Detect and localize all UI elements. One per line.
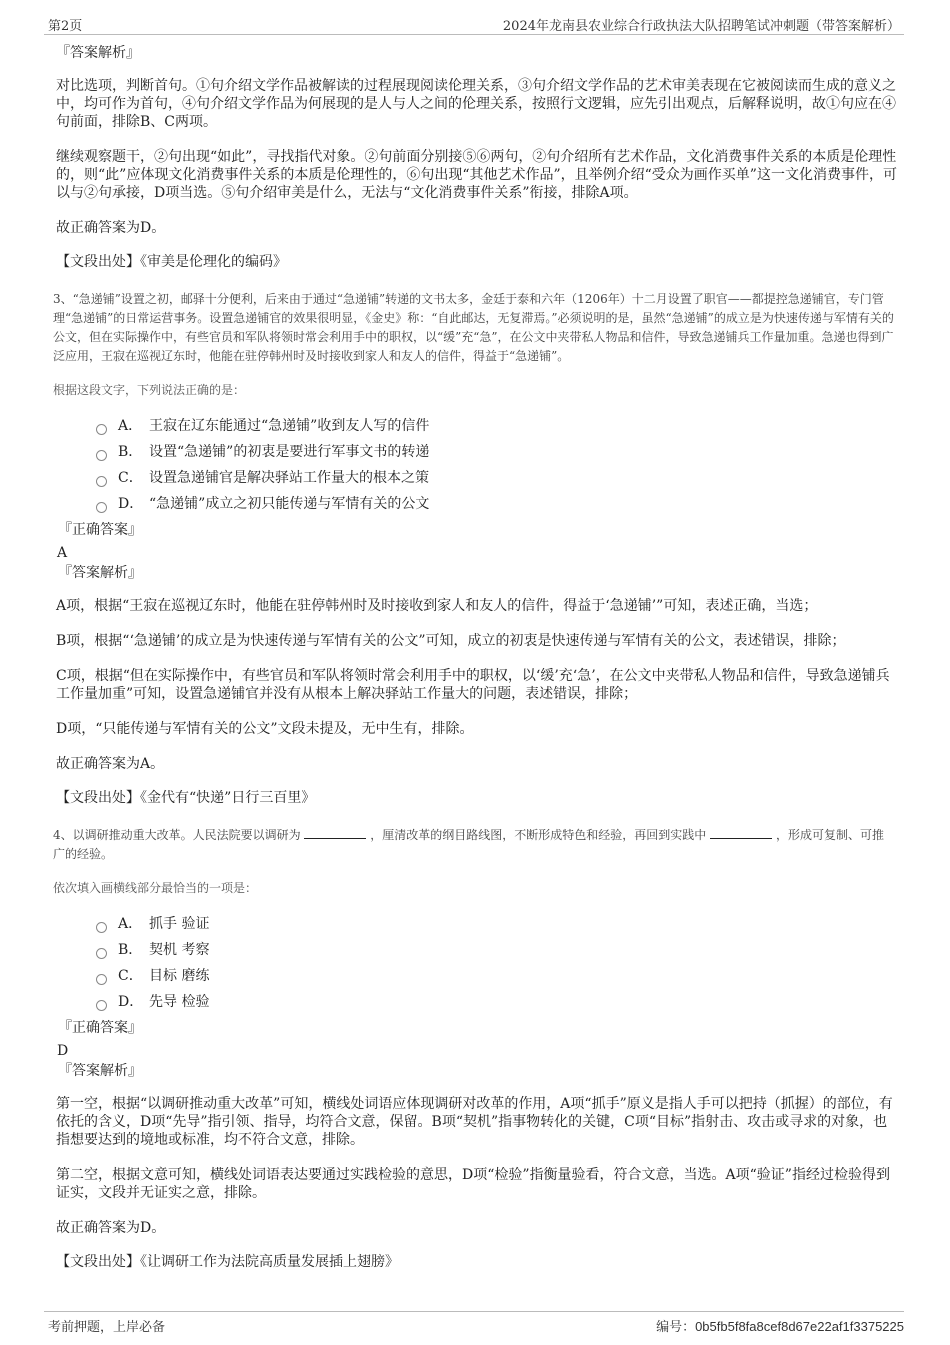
question-stem: 3、“急递铺”设置之初，邮驿十分便利，后来由于通过“急递铺”转递的文书太多，金廷于泰和六年（1206年）十二月设置了职官——都提控急递铺官，专门管理“急递铺”的日常运营事务。设置急递铺官的效果很明显，《金史》称：“自此邮达，无复滞焉。”必须说明的是，虽然“急递铺”的成立是为快速传递与军情有关的公文，但在实际操作中，有些官员和军队将领时常会利用手中的职权，以“缓”充“急”，在公文中夹带私人物品和信件，导致急递铺兵工作量加重。急递也得到广泛应用，王寂在巡视辽东时，他能在驻停韩州时及时接收到家人和友人的信件，得益于“急递铺”。 — [53, 292, 894, 363]
page-number: 第2页 — [48, 19, 83, 34]
answer-label: 『正确答案』 — [58, 1020, 142, 1036]
footer-slogan: 考前押题，上岸必备 — [48, 1320, 166, 1335]
analysis-label: 『答案解析』 — [58, 1063, 142, 1079]
source-citation: 【文段出处】《让调研工作为法院高质量发展插上翅膀》 — [56, 1254, 399, 1270]
conclusion: 故正确答案为A。 — [56, 756, 165, 772]
analysis-paragraph: 继续观察题干，②句出现“如此”，寻找指代对象。②句前面分别接⑤⑥两句，②句介绍所有艺术作品，文化消费事件关系的本质是伦理性的，则“此”应体现文化消费事件关系的本质是伦理性的，⑥句出现“其他艺术作品”，且举例介绍“受众为画作买单”这一文化消费事件，可以与②句承接，D项当选。⑤句介绍审美是什么，无法与“文化消费事件关系”衔接，排除A项。 — [56, 149, 897, 201]
document-title: 2024年龙南县农业综合行政执法大队招聘笔试冲刺题（带答案解析） — [502, 19, 900, 34]
question-prompt: 根据这段文字，下列说法正确的是： — [53, 383, 246, 397]
option-d[interactable]: D． “急递铺”成立之初只能传递与军情有关的公文 — [96, 495, 898, 521]
option-b[interactable]: B． 契机 考察 — [96, 941, 898, 967]
source-citation: 【文段出处】《审美是伦理化的编码》 — [56, 254, 287, 270]
question-prompt: 依次填入画横线部分最恰当的一项是： — [53, 881, 258, 895]
radio-icon[interactable] — [96, 502, 107, 513]
source-citation: 【文段出处】《金代有“快递”日行三百里》 — [56, 790, 316, 806]
conclusion: 故正确答案为D。 — [56, 1220, 166, 1236]
page-header — [44, 12, 904, 35]
analysis-paragraph: A项，根据“王寂在巡视辽东时，他能在驻停韩州时及时接收到家人和友人的信件，得益于‘急递铺’”可知，表述正确，当选； — [56, 598, 818, 614]
option-a[interactable]: A． 抓手 验证 — [96, 915, 898, 941]
radio-icon[interactable] — [96, 974, 107, 985]
document-code: 编号：0b5fb5f8fa8cef8d67e22af1f3375225 — [656, 1319, 904, 1335]
option-d[interactable]: D． 先导 检验 — [96, 993, 898, 1019]
radio-icon[interactable] — [96, 1000, 107, 1011]
conclusion: 故正确答案为D。 — [56, 220, 166, 236]
fill-blank — [710, 826, 772, 839]
analysis-paragraph: 第一空，根据“以调研推动重大改革”可知，横线处词语应体现调研对改革的作用，A项“抓手”原义是指人手可以把持（抓握）的部位，有依托的含义，D项“先导”指引领、指导，均符合文意，保留。B项“契机”指事物转化的关键，C项“目标”指射击、攻击或寻求的对象，也指想要达到的境地或标准，均不符合文意，排除。 — [56, 1096, 893, 1148]
question-stem: 4、以调研推动重大改革。人民法院要以调研为 ，厘清改革的纲目路线图，不断形成特色和经验，再回到实践中 ，形成可复制、可推广的经验。 — [53, 828, 884, 861]
radio-icon[interactable] — [96, 922, 107, 933]
fill-blank — [304, 826, 366, 839]
option-c[interactable]: C． 目标 磨练 — [96, 967, 898, 993]
analysis-paragraph: B项，根据“‘急递铺’的成立是为快速传递与军情有关的公文”可知，成立的初衷是快速传递与军情有关的公文，表述错误，排除； — [56, 633, 846, 649]
analysis-paragraph: C项，根据“但在实际操作中，有些官员和军队将领时常会利用手中的职权，以‘缓’充‘急’，在公文中夹带私人物品和信件，导致急递铺兵工作量加重”可知，设置急递铺官并没有从根本上解决驿站工作量大的问题，表述错误，排除； — [56, 668, 890, 702]
answer-label: 『正确答案』 — [58, 522, 142, 538]
correct-answer: A — [57, 545, 68, 561]
page-content — [53, 44, 898, 1290]
correct-answer: D — [57, 1043, 69, 1059]
analysis-paragraph: D项，“只能传递与军情有关的公文”文段未提及，无中生有，排除。 — [56, 721, 474, 737]
analysis-label: 『答案解析』 — [58, 565, 142, 581]
page-footer — [44, 1311, 904, 1334]
option-b[interactable]: B． 设置“急递铺”的初衷是要进行军事文书的转递 — [96, 443, 898, 469]
radio-icon[interactable] — [96, 424, 107, 435]
analysis-label: 『答案解析』 — [56, 45, 140, 61]
analysis-paragraph: 第二空，根据文意可知，横线处词语表达要通过实践检验的意思，D项“检验”指衡量验看，符合文意，当选。A项“验证”指经过检验得到证实，文段并无证实之意，排除。 — [56, 1167, 890, 1201]
option-list — [56, 417, 898, 521]
radio-icon[interactable] — [96, 476, 107, 487]
analysis-paragraph: 对比选项，判断首句。①句介绍文学作品被解读的过程展现阅读伦理关系，③句介绍文学作品的艺术审美表现在它被阅读而生成的意义之中，均可作为首句，④句介绍文学作品为何展现的是人与人之间的伦理关系，按照行文逻辑，应先引出观点，后解释说明，故①句应在④句前面，排除B、C两项。 — [56, 78, 896, 130]
option-a[interactable]: A． 王寂在辽东能通过“急递铺”收到友人写的信件 — [96, 417, 898, 443]
radio-icon[interactable] — [96, 450, 107, 461]
option-c[interactable]: C． 设置急递铺官是解决驿站工作量大的根本之策 — [96, 469, 898, 495]
option-list — [56, 915, 898, 1019]
radio-icon[interactable] — [96, 948, 107, 959]
